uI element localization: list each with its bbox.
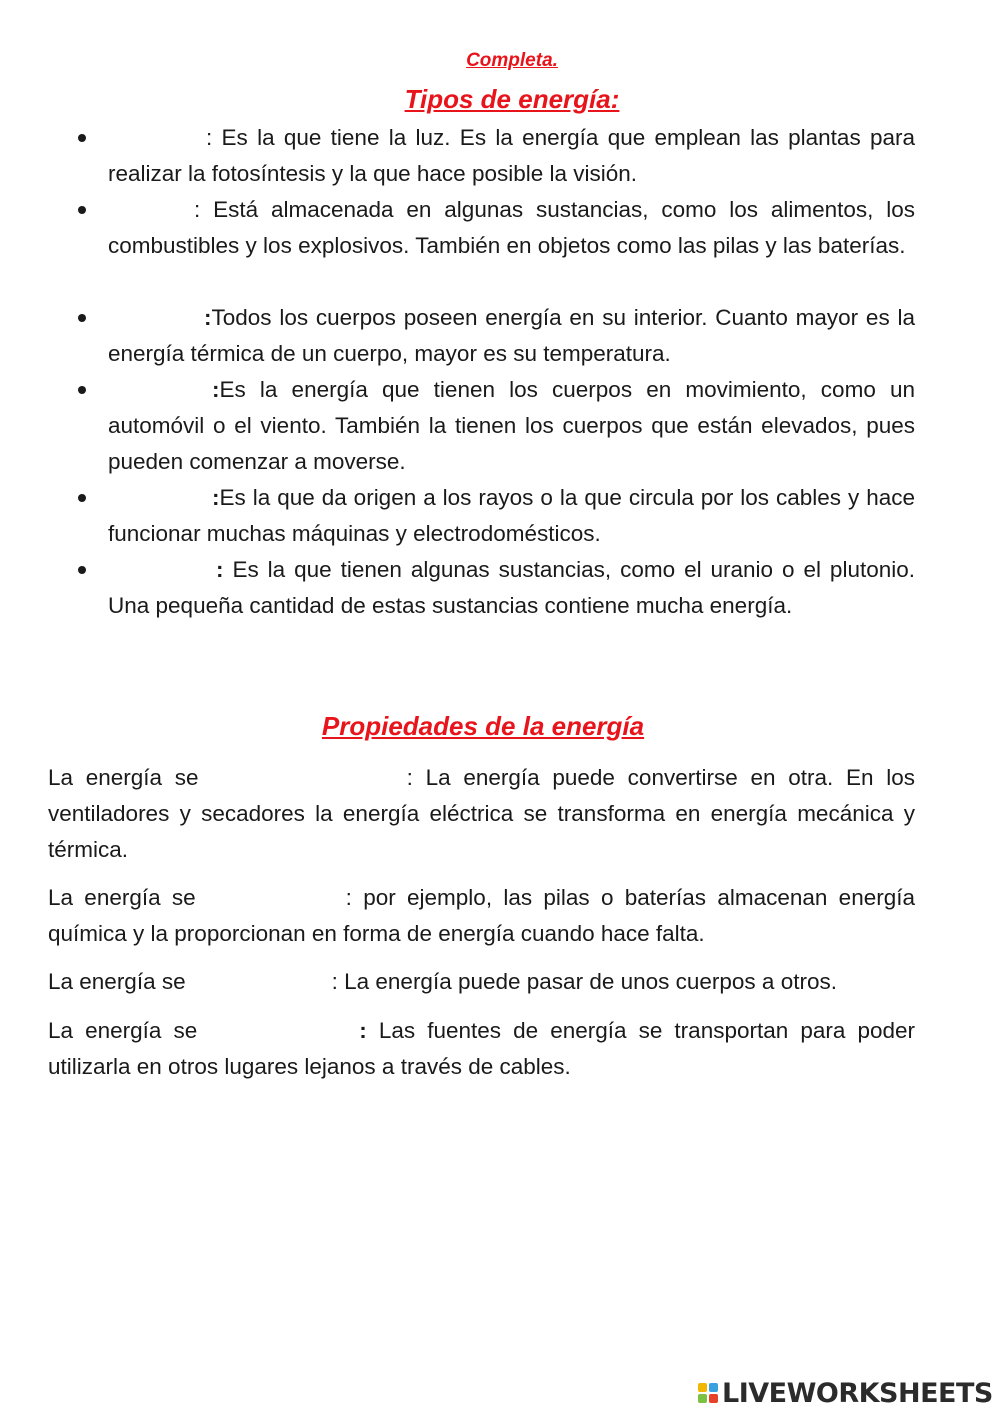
logo-mark-icon <box>698 1383 718 1403</box>
tipo-item-mecanica <box>108 372 915 480</box>
tipo-description: Es la que da origen a los rayos o la que circula por los cables y hace funcionar muchas máquinas y electrodomésticos. <box>108 485 915 546</box>
propiedad-colon: : <box>331 969 338 994</box>
tipo-colon: : <box>204 305 212 330</box>
tipo-colon: : <box>212 485 220 510</box>
tipo-item-termica <box>108 300 915 372</box>
tipo-description: Es la que tiene la luz. Es la energía que emplean las plantas para realizar la fotosíntesis y la que hace posible la visión. <box>108 125 915 186</box>
propiedad-almacena <box>48 880 915 952</box>
propiedad-transporta <box>48 1013 915 1085</box>
tipos-heading: Tipos de energía: <box>404 84 620 114</box>
tipo-colon: : <box>216 557 224 582</box>
bullet-icon <box>78 206 86 214</box>
tipo-description: Está almacenada en algunas sustancias, como los alimentos, los combustibles y los explosivos. También en objetos como las pilas y las baterías. <box>108 197 915 258</box>
tipo-item-electrica <box>108 480 915 552</box>
propiedad-transforma <box>48 760 915 868</box>
propiedad-transfiere <box>48 964 915 1000</box>
propiedad-colon: : <box>406 765 413 790</box>
bullet-icon <box>78 494 86 502</box>
propiedad-lead: La energía se <box>48 765 199 790</box>
propiedad-description: Las fuentes de energía se transportan para poder utilizarla en otros lugares lejanos a través de cables. <box>48 1018 915 1079</box>
tipo-description: Todos los cuerpos poseen energía en su interior. Cuanto mayor es la energía térmica de un cuerpo, mayor es su temperatura. <box>108 305 915 366</box>
propiedades-heading: Propiedades de la energía <box>321 711 645 741</box>
propiedad-colon: : <box>345 885 352 910</box>
propiedad-description: por ejemplo, las pilas o baterías almacenan energía química y la proporcionan en forma de energía cuando hace falta. <box>48 885 915 946</box>
propiedad-lead: La energía se <box>48 885 196 910</box>
tipo-colon: : <box>206 125 213 150</box>
bullet-icon <box>78 134 86 142</box>
propiedad-lead: La energía se <box>48 1018 198 1043</box>
tipo-description: Es la que tienen algunas sustancias, como el uranio o el plutonio. Una pequeña cantidad de estas sustancias contiene mucha energía. <box>108 557 915 618</box>
propiedad-description: La energía puede pasar de unos cuerpos a otros. <box>337 969 837 994</box>
instruction-heading: Completa. <box>466 50 558 71</box>
propiedad-lead: La energía se <box>48 969 186 994</box>
tipo-item-quimica <box>108 192 915 264</box>
logo-text: LIVEWORKSHEETS <box>722 1377 993 1409</box>
propiedad-colon: : <box>359 1018 367 1043</box>
tipo-item-luminosa <box>108 120 915 192</box>
tipo-colon: : <box>212 377 220 402</box>
tipo-description: Es la energía que tienen los cuerpos en movimiento, como un automóvil o el viento. También la tienen los cuerpos que están elevados, pues pueden comenzar a moverse. <box>108 377 915 474</box>
bullet-icon <box>78 314 86 322</box>
liveworksheets-logo <box>698 1378 993 1408</box>
propiedad-description: La energía puede convertirse en otra. En los ventiladores y secadores la energía eléctrica se transforma en energía mecánica y térmica. <box>48 765 915 862</box>
tipo-colon: : <box>194 197 201 222</box>
tipo-item-nuclear <box>108 552 915 624</box>
bullet-icon <box>78 566 86 574</box>
bullet-icon <box>78 386 86 394</box>
